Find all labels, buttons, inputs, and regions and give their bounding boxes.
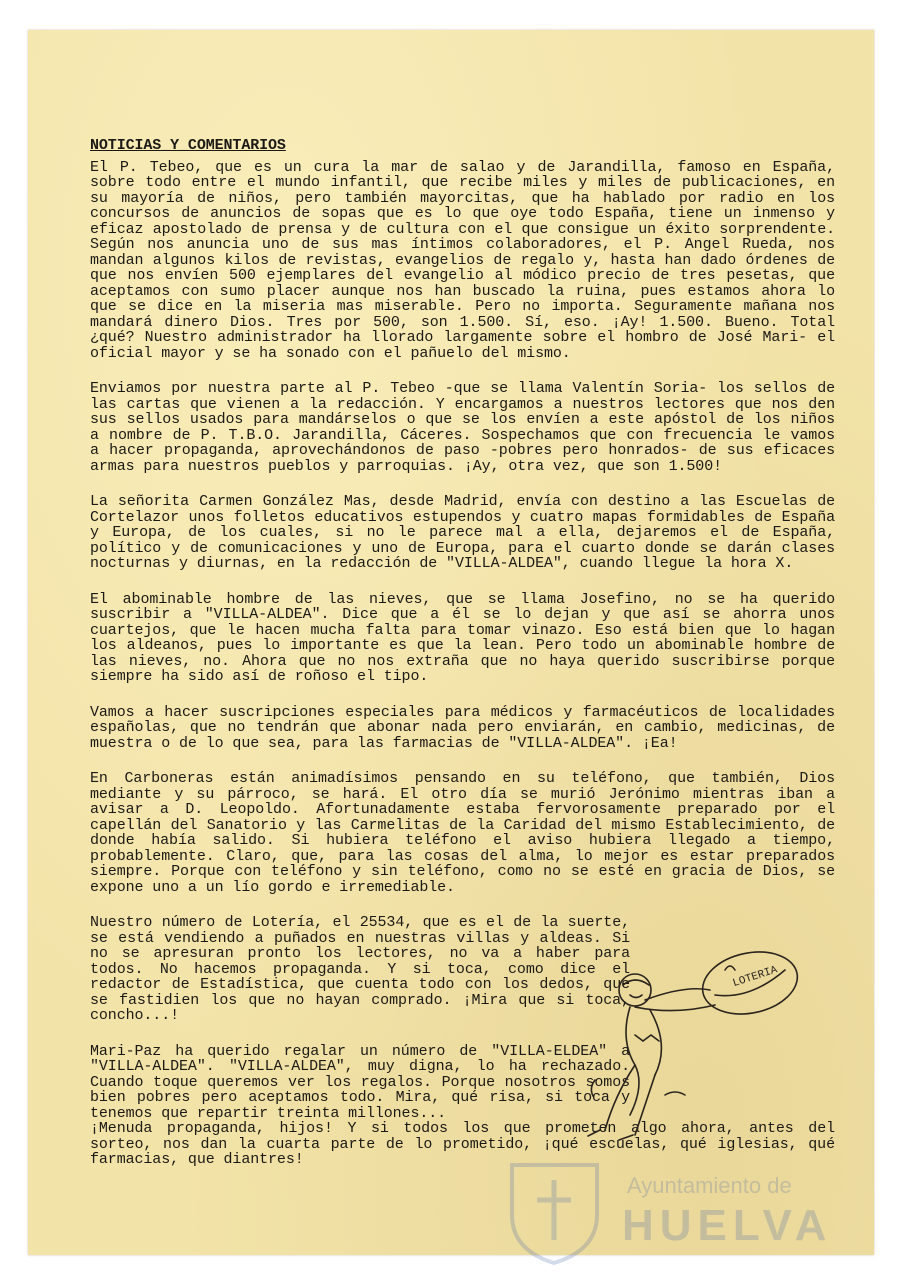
paragraph-loteria: Nuestro número de Lotería, el 25534, que es el de la suerte, se está vendiendo a puñados en nuestras villas y aldeas. Si no se apresuran pronto los lectores, no va a haber para todos. No hacemos propaganda. Y si toca, como dice el redactor de Estadística, que cuenta todo con los dedos, que se fastidien los que no hayan comprado. ¡Mira que si toca, concho...! (90, 914, 630, 1024)
paragraph-sellos: Enviamos por nuestra parte al P. Tebeo -que se llama Valentín Soria- los sellos de las cartas que vienen a la redacción. Y encargamos a nuestros lectores que nos den sus sellos usados para mandárselos o que se los envíen a este apóstol de los niños a nombre de P. T.B.O. Jarandilla, Cáceres. Sospechamos que con frecuencia le vamos a hacer propaganda, aprovechándonos de paso -pobres pero honrados- de sus eficaces armas para nuestros pueblos y parroquias. ¡Ay, otra vez, que son 1.500! (90, 380, 835, 475)
paragraph-carboneras: En Carboneras están animadísimos pensando en su teléfono, que también, Dios mediante y su párroco, se hará. El otro día se murió Jerónimo mientras iban a avisar a D. Leopoldo. Afortunadamente estaba fervorosamente preparado por el capellán del Sanatorio y las Carmelitas de la Caridad del mismo Establecimiento, de donde había salido. Si hubiera teléfono el aviso hubiera llegado a tiempo, probablemente. Claro, que, para las cosas del alma, lo mejor es estar preparados siempre. Porque con teléfono y sin teléfono, como no se esté en gracia de Dios, se expone uno a un lío gordo e irremediable. (90, 770, 835, 896)
paragraph-menuda: ¡Menuda propaganda, hijos! Y si todos los que prometen algo ahora, antes del sorteo, nos dan la cuarta parte de lo prometido, ¡qué escuelas, qué iglesias, qué farmacias, que diantres! (90, 1120, 835, 1168)
coat-of-arms-icon (502, 1155, 607, 1265)
paragraph-tebeo: El P. Tebeo, que es un cura la mar de salao y de Jarandilla, famoso en España, sobre todo entre el mundo infantil, que recibe miles y miles de publicaciones, en su mayoría de niños, pero también mayorcitas, que ha hablado por radio en los concursos de anuncios de sopas que es lo que oye todo España, tiene un inmenso y eficaz apostolado de prensa y de cultura con el que consigue un éxito sorprendente. Según nos anuncia uno de sus mas íntimos colaboradores, el P. Angel Rueda, nos mandan algunos kilos de revistas, evangelios de regalo y, hasta han dado órdenes de que nos envíen 500 ejemplares del evangelio al módico precio de tres pesetas, que aceptamos con sumo placer aunque nos han buscado la ruina, pues estamos ahora lo que se dice en la miseria mas miserable. Pero no importa. Seguramente mañana nos mandará dinero Dios. Tres por 500, son 1.500. Sí, eso. ¡Ay! 1.500. Bueno. Total ¿qué? Nuestro administrador ha llorado largamente sobre el hombro de José Mari- el oficial mayor y se ha sonado con el pañuelo del mismo. (90, 158, 835, 362)
huelva-watermark (492, 1155, 832, 1265)
paragraph-mari-paz: Mari-Paz ha querido regalar un número de "VILLA-ELDEA" a "VILLA-ALDEA". "VILLA-ALDEA", muy digna, lo ha rechazado. Cuando toque queremos ver los regalos. Porque nosotros somos bien pobres pero aceptamos todo. Mira, qué risa, si toca y tenemos que repartir treinta millones... (90, 1042, 630, 1122)
paragraph-abominable: El abominable hombre de las nieves, que se llama Josefino, no se ha querido suscribir a "VILLA-ALDEA". Dice que a él se lo dejan y que así se ahorra unos cuartejos, que le hacen mucha falta para tomar vinazo. Eso está bien que lo hagan los aldeanos, pues lo importante es que la lean. Pero todo un abominable hombre de las nieves, no. Ahora que no nos extraña que no haya querido suscribirse porque siempre ha sido así de roñoso el tipo. (90, 590, 835, 685)
watermark-line2: HUELVA (622, 1201, 833, 1250)
document-title: NOTICIAS_Y_COMENTARIOS (90, 137, 286, 154)
paragraph-suscripciones: Vamos a hacer suscripciones especiales para médicos y farmacéuticos de localidades españolas, que no tendrán que abonar nada pero enviarán, en cambio, medicinas, de muestra o de lo que sea, para las farmacias de "VILLA-ALDEA". ¡Ea! (90, 703, 835, 752)
watermark-line1: Ayuntamiento de (627, 1173, 792, 1198)
illustration-label: LOTERIA (731, 964, 780, 991)
paragraph-carmen: La señorita Carmen González Mas, desde Madrid, envía con destino a las Escuelas de Cortelazor unos folletos educativos estupendos y cuatro mapas formidables de España y Europa, de los cuales, si no le parece mal a ella, dejaremos el de España, político y de comunicaciones y uno de Europa, para el cuarto donde se darán clases nocturnas y diurnas, en la redacción de "VILLA-ALDEA", cuando llegue la hora X. (90, 493, 835, 572)
lottery-man-illustration (575, 945, 825, 1155)
